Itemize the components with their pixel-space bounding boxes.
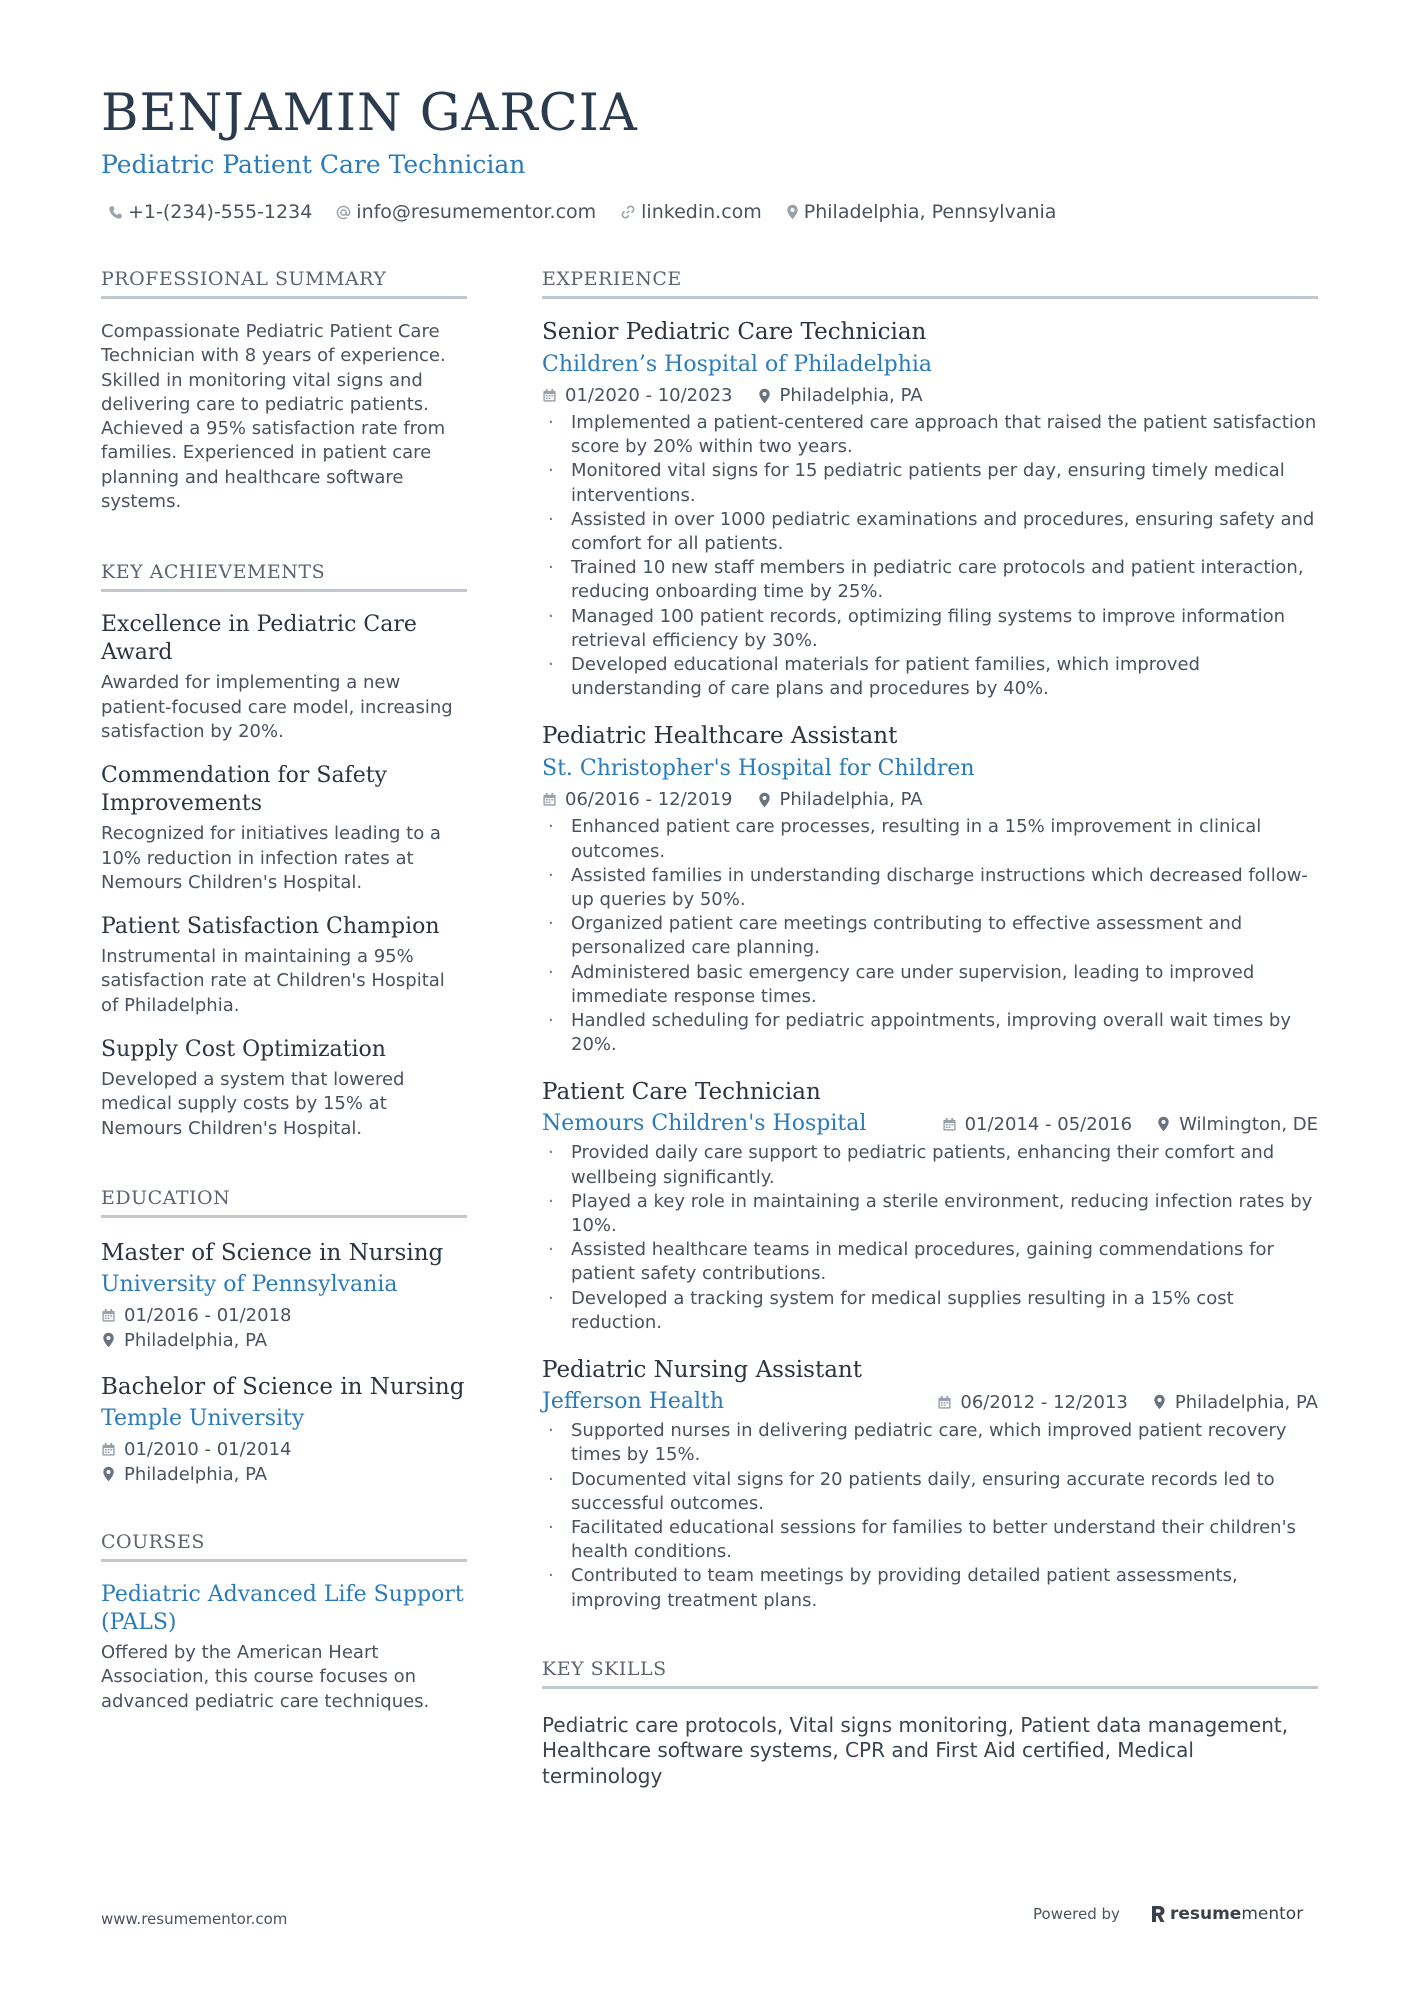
education-dates bbox=[101, 1437, 467, 1462]
job-head-row bbox=[542, 1388, 1318, 1416]
achievement-title: Excellence in Pediatric Care Award bbox=[101, 612, 417, 666]
list-item: · Enhanced patient care processes, resulting in a 15% improvement in clinical outcomes. bbox=[542, 815, 1318, 863]
school-name: University of Pennsylvania bbox=[101, 1271, 398, 1297]
link-icon bbox=[620, 204, 636, 220]
calendar-icon bbox=[101, 1442, 116, 1457]
location-text: Philadelphia, PA bbox=[1174, 1391, 1318, 1413]
location-icon bbox=[101, 1332, 116, 1348]
section-heading: COURSES bbox=[101, 1531, 467, 1562]
contact-linkedin[interactable] bbox=[620, 201, 762, 223]
location-text: Philadelphia, PA bbox=[124, 1329, 268, 1351]
phone-icon bbox=[108, 205, 123, 220]
job-bullets bbox=[542, 1419, 1318, 1613]
job-title: Pediatric Nursing Assistant bbox=[542, 1357, 862, 1384]
job-entry bbox=[542, 720, 1318, 1057]
list-item: · Organized patient care meetings contributing to effective assessment and personalized care planning. bbox=[542, 912, 1318, 960]
list-item: · Assisted families in understanding discharge instructions which decreased follow-up queries by 50%. bbox=[542, 864, 1318, 912]
list-item: · Supported nurses in delivering pediatric care, which improved patient recovery times by 15%. bbox=[542, 1419, 1318, 1467]
job-bullets bbox=[542, 1141, 1318, 1335]
footer-website[interactable]: www.resumementor.com bbox=[101, 1910, 288, 1928]
job-meta bbox=[542, 787, 1318, 812]
section-heading: KEY ACHIEVEMENTS bbox=[101, 561, 467, 592]
achievement-text: Recognized for initiatives leading to a 10% reduction in infection rates at Nemours Children's Hospital. bbox=[101, 823, 441, 893]
list-item: · Assisted in over 1000 pediatric examinations and procedures, ensuring safety and comfort for all patients. bbox=[542, 508, 1318, 556]
achievement-item bbox=[101, 762, 467, 895]
list-item: · Handled scheduling for pediatric appointments, improving overall wait times by 20%. bbox=[542, 1009, 1318, 1057]
contact-phone[interactable] bbox=[108, 201, 312, 223]
job-title: Patient Care Technician bbox=[542, 1079, 821, 1106]
courses-section bbox=[101, 1531, 467, 1714]
contact-location bbox=[786, 201, 1057, 223]
email-text: info@resumementor.com bbox=[356, 201, 597, 223]
list-item: · Contributed to team meetings by providing detailed patient assessments, improving treatment plans. bbox=[542, 1564, 1318, 1612]
list-item: · Assisted healthcare teams in medical procedures, gaining commendations for patient safety contributions. bbox=[542, 1238, 1318, 1286]
achievement-item bbox=[101, 913, 467, 1018]
achievement-title: Commendation for Safety Improvements bbox=[101, 763, 387, 817]
resumementor-logo-icon bbox=[1150, 1904, 1166, 1924]
location-text: Philadelphia, PA bbox=[124, 1463, 268, 1485]
dates-text: 06/2016 - 12/2019 bbox=[565, 789, 733, 811]
achievement-item bbox=[101, 1036, 467, 1141]
education-location bbox=[101, 1328, 467, 1353]
list-item: · Played a key role in maintaining a sterile environment, reducing infection rates by 10%. bbox=[542, 1190, 1318, 1238]
list-item: · Developed educational materials for patient families, which improved understanding of care plans and procedures by 40%. bbox=[542, 653, 1318, 701]
job-entry bbox=[542, 316, 1318, 701]
education-location bbox=[101, 1462, 467, 1487]
location-icon bbox=[757, 388, 772, 404]
education-item bbox=[101, 1238, 467, 1353]
achievement-title: Supply Cost Optimization bbox=[101, 1037, 386, 1063]
degree-title: Bachelor of Science in Nursing bbox=[101, 1373, 465, 1400]
location-text: Philadelphia, Pennsylvania bbox=[803, 201, 1057, 223]
right-column bbox=[542, 268, 1318, 1789]
job-meta bbox=[942, 1112, 1318, 1137]
education-dates bbox=[101, 1303, 467, 1328]
linkedin-text: linkedin.com bbox=[641, 201, 762, 223]
achievement-text: Developed a system that lowered medical supply costs by 15% at Nemours Children's Hospital. bbox=[101, 1069, 405, 1139]
achievement-text: Awarded for implementing a new patient-focused care model, increasing satisfaction by 20%. bbox=[101, 672, 453, 742]
footer-powered-by bbox=[1033, 1904, 1303, 1924]
calendar-icon bbox=[542, 792, 557, 807]
degree-title: Master of Science in Nursing bbox=[101, 1239, 444, 1266]
summary-text: Compassionate Pediatric Patient Care Technician with 8 years of experience. Skilled in monitoring vital signs and delivering care to pediatric patients. Achieved a 95% satisfaction rate from families. Experienced in patient care planning and healthcare software systems. bbox=[101, 321, 446, 513]
dates-text: 01/2010 - 01/2014 bbox=[124, 1438, 292, 1460]
list-item: · Trained 10 new staff members in pediatric care protocols and patient interaction, reducing onboarding time by 25%. bbox=[542, 556, 1318, 604]
brand-light-text: mentor bbox=[1241, 1904, 1304, 1924]
list-item: · Administered basic emergency care under supervision, leading to improved immediate response times. bbox=[542, 961, 1318, 1009]
calendar-icon bbox=[942, 1117, 957, 1132]
dates-text: 06/2012 - 12/2013 bbox=[960, 1391, 1128, 1413]
skills-section bbox=[542, 1658, 1318, 1790]
job-head-row bbox=[542, 1110, 1318, 1138]
experience-section bbox=[542, 268, 1318, 1613]
job-title: Pediatric Healthcare Assistant bbox=[542, 723, 898, 750]
job-entry bbox=[542, 1076, 1318, 1335]
brand-logo[interactable] bbox=[1150, 1904, 1303, 1924]
location-text: Philadelphia, PA bbox=[779, 385, 923, 406]
calendar-icon bbox=[937, 1395, 952, 1410]
job-entry bbox=[542, 1354, 1318, 1613]
section-heading: KEY SKILLS bbox=[542, 1658, 1318, 1689]
job-meta bbox=[542, 383, 1318, 408]
candidate-name: BENJAMIN GARCIA bbox=[101, 84, 638, 143]
section-heading: EDUCATION bbox=[101, 1187, 467, 1218]
dates-text: 01/2020 - 10/2023 bbox=[565, 385, 733, 406]
course-text: Offered by the American Heart Association, this course focuses on advanced pediatric care techniques. bbox=[101, 1641, 430, 1712]
list-item: · Developed a tracking system for medical supplies resulting in a 15% cost reduction. bbox=[542, 1287, 1318, 1335]
calendar-icon bbox=[542, 388, 557, 403]
company-name: Jefferson Health bbox=[542, 1389, 725, 1415]
candidate-title: Pediatric Patient Care Technician bbox=[101, 150, 526, 179]
dates-text: 01/2014 - 05/2016 bbox=[964, 1113, 1133, 1135]
summary-section bbox=[101, 268, 467, 514]
school-name: Temple University bbox=[101, 1405, 305, 1431]
job-title: Senior Pediatric Care Technician bbox=[542, 319, 927, 345]
achievement-item bbox=[101, 611, 467, 744]
location-icon bbox=[1152, 1394, 1167, 1410]
list-item: · Documented vital signs for 20 patients daily, ensuring accurate records led to successful outcomes. bbox=[542, 1468, 1318, 1516]
education-item bbox=[101, 1372, 467, 1487]
location-icon bbox=[786, 204, 799, 220]
list-item: · Facilitated educational sessions for families to better understand their children's health conditions. bbox=[542, 1516, 1318, 1564]
calendar-icon bbox=[101, 1308, 116, 1323]
contact-email[interactable] bbox=[336, 201, 596, 223]
brand-bold-text: resume bbox=[1169, 1904, 1242, 1924]
location-text: Wilmington, DE bbox=[1179, 1113, 1318, 1135]
list-item: · Implemented a patient-centered care approach that raised the patient satisfaction score by 20% within two years. bbox=[542, 411, 1318, 459]
education-section bbox=[101, 1187, 467, 1487]
phone-text: +1-(234)-555-1234 bbox=[128, 201, 313, 223]
list-item: · Provided daily care support to pediatric patients, enhancing their comfort and wellbeing significantly. bbox=[542, 1141, 1318, 1189]
company-name: Children’s Hospital of Philadelphia bbox=[542, 352, 933, 377]
job-meta bbox=[937, 1390, 1318, 1415]
at-icon bbox=[336, 205, 351, 220]
achievement-text: Instrumental in maintaining a 95% satisfaction rate at Children's Hospital of Philadelphia. bbox=[101, 946, 445, 1016]
skills-text: Pediatric care protocols, Vital signs monitoring, Patient data management, Healthcare software systems, CPR and First Aid certified, Medical terminology bbox=[542, 1712, 1289, 1788]
location-icon bbox=[101, 1466, 116, 1482]
section-heading: EXPERIENCE bbox=[542, 268, 1318, 299]
dates-text: 01/2016 - 01/2018 bbox=[124, 1304, 292, 1326]
company-name: St. Christopher's Hospital for Children bbox=[542, 756, 975, 782]
list-item: · Monitored vital signs for 15 pediatric patients per day, ensuring timely medical interventions. bbox=[542, 459, 1318, 507]
section-heading: PROFESSIONAL SUMMARY bbox=[101, 268, 467, 299]
powered-by-label: Powered by bbox=[1033, 1905, 1120, 1923]
company-name: Nemours Children's Hospital bbox=[542, 1111, 867, 1137]
course-item bbox=[101, 1581, 467, 1714]
location-icon bbox=[757, 792, 772, 808]
achievement-title: Patient Satisfaction Champion bbox=[101, 914, 440, 940]
location-text: Philadelphia, PA bbox=[779, 789, 923, 811]
achievements-section bbox=[101, 561, 467, 1141]
left-column bbox=[101, 268, 467, 1714]
job-bullets bbox=[542, 411, 1318, 701]
location-icon bbox=[1156, 1116, 1171, 1132]
course-title: Pediatric Advanced Life Support (PALS) bbox=[101, 1581, 464, 1635]
job-bullets bbox=[542, 815, 1318, 1057]
contact-bar bbox=[108, 201, 1080, 223]
list-item: · Managed 100 patient records, optimizing filing systems to improve information retrieval efficiency by 30%. bbox=[542, 605, 1318, 653]
